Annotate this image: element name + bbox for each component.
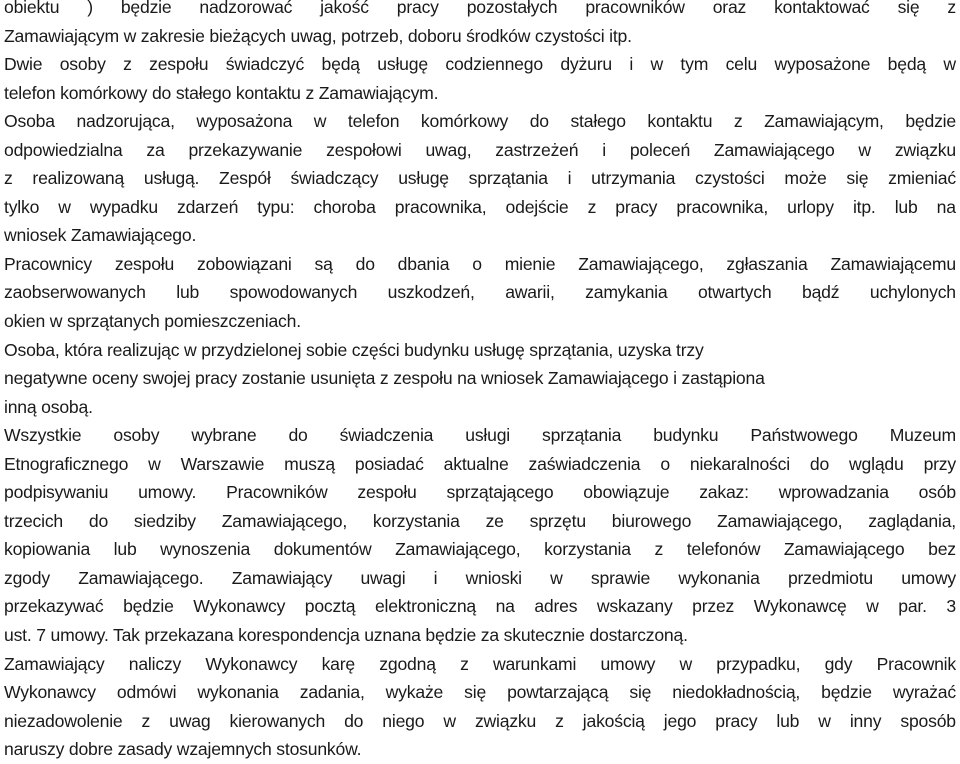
word: w <box>858 139 871 160</box>
word: posiadać <box>354 453 424 474</box>
word: pracowników <box>585 0 685 17</box>
word: lub <box>894 196 918 217</box>
word: w <box>313 111 327 132</box>
word: zadania, <box>299 682 365 703</box>
text-line: okien w sprzątanych pomieszczeniach. <box>4 311 301 332</box>
word: i <box>629 54 634 75</box>
text-line <box>4 564 956 593</box>
word: Zamawiającemu <box>830 253 956 274</box>
word: w <box>866 596 879 617</box>
word: Zamawiającym, <box>764 111 884 132</box>
word: Wykonawcy <box>205 653 298 674</box>
word: Zamawiający <box>4 653 105 674</box>
word: zespołu <box>357 482 417 503</box>
word: Zamawiającego. <box>78 567 204 588</box>
word: pracy <box>615 196 658 217</box>
text-line: naruszy dobre zasady wzajemnych stosunków. <box>4 739 362 760</box>
word: Zamawiającego <box>713 139 835 160</box>
word: będą <box>887 54 927 75</box>
word: może <box>784 168 827 189</box>
word: w <box>550 567 563 588</box>
word: Wszystkie <box>4 425 82 446</box>
word: Wykonawcy <box>4 682 96 703</box>
word: z <box>460 653 469 674</box>
word: wskazany <box>596 596 673 617</box>
word: osób <box>918 482 956 503</box>
word: jego <box>663 710 697 731</box>
word: pracownika, <box>676 196 769 217</box>
text-line <box>4 450 956 479</box>
word: sprzątania <box>468 168 548 189</box>
word: przez <box>692 596 735 617</box>
word: z <box>555 710 564 731</box>
word: wyposażone <box>774 54 871 75</box>
word: do <box>529 111 549 132</box>
word: zamykania <box>585 282 668 303</box>
word: Dwie <box>4 54 43 75</box>
word: zaglądania, <box>868 510 956 531</box>
word: telefonów <box>686 539 761 560</box>
word: Wykonawcy <box>193 596 286 617</box>
word: usługę <box>377 54 428 75</box>
word: o <box>472 253 482 274</box>
paragraph-supervision <box>4 0 956 107</box>
text-line <box>4 707 956 736</box>
word: o <box>660 453 670 474</box>
paragraph-property-care <box>4 250 956 336</box>
word: z <box>141 710 151 731</box>
word: się <box>846 168 869 189</box>
word: zespołu <box>114 253 175 274</box>
word: Zamawiającego, <box>395 539 521 560</box>
word: niezadowolenie <box>4 710 123 731</box>
word: pracy <box>715 710 758 731</box>
text-line <box>4 278 956 307</box>
word: trzecich <box>4 510 64 531</box>
word: związku <box>894 139 956 160</box>
word: wykaże <box>385 682 444 703</box>
word: Osoba <box>4 111 55 132</box>
word: komórkowy <box>420 111 509 132</box>
word: sprawie <box>590 567 651 588</box>
word: uwag, <box>425 139 472 160</box>
text-line <box>4 421 956 450</box>
word: realizowaną <box>32 168 125 189</box>
text-line <box>4 164 956 193</box>
word: bądź <box>801 282 840 303</box>
word: Zamawiającego, <box>717 510 843 531</box>
word: obiektu <box>4 0 60 17</box>
text-line <box>4 507 956 536</box>
word: do <box>355 253 375 274</box>
word: z <box>123 54 132 75</box>
word: niedokładnością, <box>672 682 801 703</box>
word: uszkodzeń, <box>387 282 475 303</box>
text-line <box>4 250 956 279</box>
text-line: Zamawiającym w zakresie bieżących uwag, potrzeb, doboru środków czystości itp. <box>4 25 632 46</box>
word: i <box>433 567 438 588</box>
word: wykonania <box>678 567 760 588</box>
word: obowiązuje <box>583 482 670 503</box>
word: będzie <box>905 111 956 132</box>
word: aktualne <box>443 453 509 474</box>
word: poleceń <box>629 139 691 160</box>
word: zdarzeń <box>176 196 239 217</box>
text-line <box>4 650 956 679</box>
word: celu <box>725 54 758 75</box>
text-line <box>4 478 956 507</box>
word: w <box>148 453 161 474</box>
word: dbania <box>397 253 450 274</box>
word: choroba <box>313 196 376 217</box>
word: wglądu <box>849 453 904 474</box>
word: elektroniczną <box>374 596 477 617</box>
word: ze <box>485 510 504 531</box>
word: korzystania <box>544 539 631 560</box>
word: wybrane <box>191 425 257 446</box>
word: wyrażać <box>892 682 956 703</box>
word: wprowadzania <box>778 482 889 503</box>
word: wypadku <box>89 196 158 217</box>
word: dokumentów <box>273 539 372 560</box>
word: dyżuru <box>560 54 612 75</box>
word: biurowego <box>611 510 692 531</box>
word: 3 <box>946 596 956 617</box>
word: w <box>679 653 692 674</box>
word: uwagi <box>360 567 406 588</box>
word: zgłaszania <box>726 253 808 274</box>
word: niego <box>382 710 425 731</box>
word: podpisywaniu <box>4 482 109 503</box>
word: urlopy <box>787 196 834 217</box>
word: Pracowników <box>226 482 328 503</box>
word: i <box>602 139 606 160</box>
word: jakość <box>320 0 369 17</box>
word: tym <box>680 54 709 75</box>
word: spowodowanych <box>229 282 358 303</box>
word: przekazywać <box>4 596 104 617</box>
word: w <box>443 710 456 731</box>
word: mienie <box>504 253 556 274</box>
text-line: negatywne oceny swojej pracy zostanie usunięta z zespołu na wniosek Zamawiającego i zastąpiona <box>4 368 765 389</box>
word: zastrzeżeń <box>495 139 579 160</box>
word: Wykonawcę <box>753 596 847 617</box>
word: się <box>464 682 487 703</box>
word: stałego <box>570 111 626 132</box>
word: Zespół <box>219 168 271 189</box>
word: świadczący <box>290 168 379 189</box>
word: pracy <box>396 0 439 17</box>
word: Etnograficznego <box>4 453 129 474</box>
word: utrzymania <box>591 168 676 189</box>
word: w <box>58 196 71 217</box>
text-line: telefon komórkowy do stałego kontaktu z Zamawiającym. <box>4 82 439 103</box>
word: świadczyć <box>225 54 305 75</box>
paragraph-penalties <box>4 650 956 764</box>
word: zakaz: <box>699 482 749 503</box>
word: bez <box>928 539 956 560</box>
text-line <box>4 535 956 564</box>
word: na <box>936 196 956 217</box>
word: umowy. <box>138 482 197 503</box>
word: w <box>650 54 663 75</box>
text-line: ust. 7 umowy. Tak przekazana korespondencja uznana będzie za skutecznie dostarczoną. <box>4 625 688 646</box>
word: kierowanych <box>229 710 326 731</box>
word: par. <box>898 596 927 617</box>
word: odmówi <box>116 682 177 703</box>
word: zaświadczenia <box>528 453 641 474</box>
word: przedmiotu <box>787 567 873 588</box>
word: w <box>818 710 831 731</box>
document-page <box>4 0 956 764</box>
word: do <box>809 453 830 474</box>
word: na <box>495 596 515 617</box>
word: usługę <box>398 168 449 189</box>
word: do <box>288 425 308 446</box>
word: będą <box>321 54 360 75</box>
word: z <box>587 196 597 217</box>
word: są <box>314 253 333 274</box>
word: siedziby <box>133 510 196 531</box>
word: świadczenia <box>339 425 434 446</box>
word: z <box>733 111 743 132</box>
word: Zamawiającego, <box>578 253 704 274</box>
word: Pracownik <box>876 653 956 674</box>
word: sposób <box>900 710 956 731</box>
word: będzie <box>821 682 872 703</box>
word: telefon <box>347 111 400 132</box>
word: nadzorować <box>199 0 293 17</box>
word: kontaktować <box>774 0 870 17</box>
word: naliczy <box>128 653 182 674</box>
word: pracownika, <box>394 196 487 217</box>
word: związku <box>474 710 537 731</box>
word: Zamawiający <box>231 567 333 588</box>
word: z <box>4 168 13 189</box>
word: Warszawie <box>180 453 265 474</box>
word: uchylonych <box>869 282 956 303</box>
word: osoby <box>113 425 160 446</box>
text-line <box>4 592 956 621</box>
word: i <box>567 168 572 189</box>
word: zespołu <box>149 54 209 75</box>
text-line <box>4 136 956 165</box>
word: jakością <box>582 710 645 731</box>
word: muszą <box>284 453 335 474</box>
word: tylko <box>4 196 40 217</box>
word: zmieniać <box>888 168 956 189</box>
text-line: wniosek Zamawiającego. <box>4 225 197 246</box>
paragraph-negative-reviews <box>4 336 956 422</box>
word: zgody <box>4 567 50 588</box>
word: umowy <box>901 567 956 588</box>
word: wykonania <box>197 682 279 703</box>
word: wynoszenia <box>160 539 251 560</box>
word: osoby <box>59 54 106 75</box>
word: pocztą <box>304 596 356 617</box>
word: do <box>344 710 364 731</box>
text-line <box>4 50 956 79</box>
word: usługi <box>465 425 511 446</box>
word: za <box>146 139 165 160</box>
word: uwag <box>169 710 211 731</box>
word: pozostałych <box>466 0 558 17</box>
word: gdy <box>824 653 853 674</box>
word: będzie <box>120 0 172 17</box>
word: sprzątania <box>542 425 622 446</box>
word: ) <box>87 0 93 17</box>
word: lub <box>176 282 200 303</box>
text-line <box>4 678 956 707</box>
word: zobowiązani <box>197 253 292 274</box>
word: sprzętu <box>529 510 586 531</box>
word: Zamawiającego <box>783 539 905 560</box>
text-line: Osoba, która realizując w przydzielonej sobie części budynku usługę sprzątania, uzyska trzy <box>4 339 704 360</box>
word: typu: <box>257 196 295 217</box>
word: budynku <box>653 425 719 446</box>
paragraph-supervisor-duties <box>4 107 956 250</box>
word: oraz <box>712 0 747 17</box>
word: odpowiedzialna <box>4 139 123 160</box>
word: zaobserwowanych <box>4 282 146 303</box>
word: Państwowego <box>750 425 858 446</box>
word: niekaralności <box>689 453 790 474</box>
text-line: inną osobą. <box>4 396 93 417</box>
word: się <box>629 682 652 703</box>
word: lub <box>776 710 800 731</box>
word: czystości <box>695 168 765 189</box>
word: zgodną <box>379 653 436 674</box>
word: lub <box>113 539 137 560</box>
word: wyposażona <box>196 111 293 132</box>
text-line <box>4 0 956 22</box>
paragraph-staff-requirements <box>4 421 956 649</box>
word: warunkami <box>492 653 577 674</box>
word: będzie <box>123 596 174 617</box>
word: w <box>943 54 956 75</box>
word: przy <box>923 453 956 474</box>
word: zespołowi <box>326 139 402 160</box>
text-line <box>4 193 956 222</box>
word: kontaktu <box>647 111 713 132</box>
word: przekazywanie <box>188 139 303 160</box>
word: codziennego <box>445 54 543 75</box>
word: umowy <box>600 653 656 674</box>
word: odejście <box>505 196 569 217</box>
word: kopiowania <box>4 539 91 560</box>
word: przypadku, <box>716 653 801 674</box>
word: Zamawiającego, <box>221 510 348 531</box>
word: z <box>654 539 664 560</box>
word: sprzątającego <box>446 482 554 503</box>
word: karę <box>321 653 355 674</box>
text-line <box>4 107 956 136</box>
word: adres <box>534 596 578 617</box>
word: do <box>88 510 109 531</box>
word: inny <box>849 710 882 731</box>
word: otwartych <box>697 282 772 303</box>
word: Pracownicy <box>4 253 92 274</box>
word: się <box>897 0 920 17</box>
word: wnioski <box>465 567 522 588</box>
word: awarii, <box>505 282 555 303</box>
word: z <box>947 0 956 17</box>
word: nadzorująca, <box>76 111 175 132</box>
word: itp. <box>852 196 876 217</box>
word: powtarzającą <box>507 682 609 703</box>
word: Muzeum <box>889 425 956 446</box>
word: korzystania <box>372 510 460 531</box>
word: usługą. <box>143 168 200 189</box>
